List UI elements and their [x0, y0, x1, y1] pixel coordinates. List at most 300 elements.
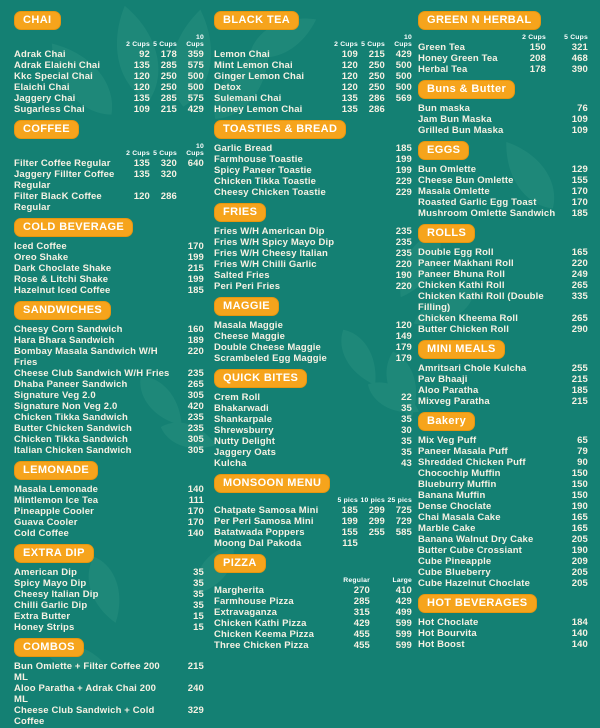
menu-item-price: 305: [187, 390, 204, 401]
menu-item-name: Chicken Tikka Sandwich: [14, 434, 128, 445]
menu-item-price: 575: [187, 93, 204, 104]
menu-item-name: Salted Fries: [214, 270, 270, 281]
section-badge-row: [214, 7, 412, 34]
menu-item-row: [214, 270, 412, 281]
menu-item-price: 320: [160, 169, 177, 180]
menu-item-name: Herbal Tea: [418, 64, 468, 75]
price-column-header: 10 Cups: [394, 34, 412, 48]
menu-item-row: [14, 423, 204, 434]
menu-column-1: [14, 7, 204, 728]
section-badge-row: [418, 7, 588, 34]
menu-item-name: Rose & Litchi Shake: [14, 274, 109, 285]
section-badge: BLACK TEA: [214, 11, 299, 30]
menu-item-name: Signature Non Veg 2.0: [14, 401, 118, 412]
menu-item-price: 429: [353, 618, 370, 629]
menu-item-name: Italian Chicken Sandwich: [14, 445, 132, 456]
menu-item-row: [418, 556, 588, 567]
menu-item-price: 135: [133, 93, 150, 104]
menu-item-row: [14, 495, 204, 506]
menu-item-price: 115: [342, 538, 358, 549]
section-badge: EXTRA DIP: [14, 544, 94, 563]
price-column-header: 25 pics: [387, 497, 412, 504]
section-badge-row: [418, 590, 588, 617]
menu-item-price: 250: [368, 82, 385, 93]
menu-item-name: Paneer Masala Puff: [418, 446, 508, 457]
menu-item-row: [418, 103, 588, 114]
menu-item-price: 455: [353, 629, 370, 640]
menu-item-row: [14, 252, 204, 263]
menu-item-row: [14, 528, 204, 539]
price-column-header: 10 Cups: [186, 143, 204, 157]
menu-section: [14, 457, 204, 539]
menu-item-price: 500: [395, 82, 412, 93]
price-column-header: 10 Cups: [186, 34, 204, 48]
menu-item-name: Double Cheese Maggie: [214, 342, 321, 353]
menu-item-name: Iced Coffee: [14, 241, 67, 252]
menu-item-price: 215: [368, 49, 385, 60]
menu-item-name: Fries W/H Spicy Mayo Dip: [214, 237, 335, 248]
menu-item-name: Butter Cube Crossiant: [418, 545, 522, 556]
price-column-header: 2 Cups: [522, 34, 546, 41]
menu-item-row: [214, 71, 412, 82]
menu-item-row: [14, 158, 204, 169]
menu-item-price: 190: [395, 270, 412, 281]
menu-item-name: Fries W/H Chilli Garlic: [214, 259, 317, 270]
menu-section: [14, 297, 204, 456]
menu-item-price: 30: [401, 425, 412, 436]
section-badge-row: [418, 137, 588, 164]
menu-item-price: 265: [571, 280, 588, 291]
menu-item-name: Paneer Makhani Roll: [418, 258, 514, 269]
menu-item-name: Grilled Bun Maska: [418, 125, 504, 136]
price-column-header: 10 pics: [360, 497, 385, 504]
menu-item-name: Bun Omlette + Filter Coffee 200 ML: [14, 661, 160, 683]
menu-item-price: 229: [395, 176, 412, 187]
menu-item-row: [14, 191, 204, 213]
menu-item-price: 220: [571, 258, 588, 269]
menu-item-price: 155: [341, 527, 358, 538]
menu-item-name: Elaichi Chai: [14, 82, 70, 93]
menu-item-price: 235: [187, 423, 204, 434]
menu-item-row: [418, 617, 588, 628]
menu-item-price: 109: [133, 104, 150, 115]
menu-item-name: Jaggery Oats: [214, 447, 276, 458]
menu-item-name: Shrewsburry: [214, 425, 274, 436]
menu-item-price: 155: [571, 175, 588, 186]
menu-item-row: [14, 611, 204, 622]
price-header-row: [214, 34, 412, 49]
menu-item-row: [14, 324, 204, 335]
section-badge: GREEN N HERBAL: [418, 11, 541, 30]
menu-item-row: [418, 175, 588, 186]
menu-item-name: Dense Choclate: [418, 501, 492, 512]
price-header-row: [418, 34, 588, 42]
price-column-header: 2 Cups: [126, 41, 150, 48]
section-badge: LEMONADE: [14, 461, 98, 480]
menu-item-name: Jaggery Fillter Coffee Regular: [14, 169, 115, 191]
section-badge: EGGS: [418, 141, 469, 160]
menu-item-price: 235: [395, 226, 412, 237]
menu-item-name: Amritsari Chole Kulcha: [418, 363, 527, 374]
section-badge-row: [14, 540, 204, 567]
menu-item-name: Hot Choclate: [418, 617, 479, 628]
menu-item-name: Honey Lemon Chai: [214, 104, 303, 115]
menu-item-name: Fries W/H Cheesy Italian: [214, 248, 328, 259]
menu-item-name: Hot Bourvita: [418, 628, 477, 639]
menu-item-price: 190: [571, 545, 588, 556]
menu-item-price: 500: [395, 71, 412, 82]
menu-item-price: 178: [529, 64, 546, 75]
menu-item-name: Filter Coffee Regular: [14, 158, 111, 169]
menu-item-name: Butter Chicken Sandwich: [14, 423, 132, 434]
section-badge: TOASTIES & BREAD: [214, 120, 346, 139]
menu-item-name: Chicken Kheema Roll: [418, 313, 518, 324]
menu-item-row: [214, 527, 412, 538]
menu-item-price: 500: [187, 82, 204, 93]
section-badge-row: [214, 550, 412, 577]
menu-item-row: [418, 396, 588, 407]
menu-item-price: 140: [187, 528, 204, 539]
menu-item-row: [214, 49, 412, 60]
section-badge: MINI MEALS: [418, 340, 505, 359]
menu-item-price: 35: [193, 600, 204, 611]
menu-item-price: 249: [571, 269, 588, 280]
menu-item-row: [14, 683, 204, 705]
menu-item-name: Chicken Keema Pizza: [214, 629, 315, 640]
menu-item-row: [14, 263, 204, 274]
menu-item-row: [214, 618, 412, 629]
menu-item-price: 215: [160, 104, 177, 115]
menu-item-row: [214, 353, 412, 364]
menu-item-price: 129: [571, 164, 588, 175]
menu-item-name: Oreo Shake: [14, 252, 69, 263]
menu-item-row: [418, 363, 588, 374]
menu-item-price: 35: [401, 403, 412, 414]
menu-item-price: 79: [577, 446, 588, 457]
menu-item-name: Chilli Garlic Dip: [14, 600, 88, 611]
menu-item-row: [418, 269, 588, 280]
menu-item-price: 179: [395, 353, 412, 364]
menu-item-price: 170: [187, 506, 204, 517]
menu-item-name: Chicken Kathi Roll (Double Filling): [418, 291, 544, 313]
menu-item-price: 208: [529, 53, 546, 64]
menu-item-price: 250: [160, 82, 177, 93]
menu-item-name: Dark Choclate Shake: [14, 263, 112, 274]
menu-item-price: 140: [571, 639, 588, 650]
menu-item-price: 185: [571, 385, 588, 396]
menu-item-name: American Dip: [14, 567, 78, 578]
menu-item-price: 569: [395, 93, 412, 104]
menu-item-price: 410: [395, 585, 412, 596]
menu-item-price: 65: [577, 435, 588, 446]
menu-item-row: [214, 342, 412, 353]
menu-item-price: 109: [571, 114, 588, 125]
menu-item-name: Mix Veg Puff: [418, 435, 477, 446]
menu-item-name: Banana Walnut Dry Cake: [418, 534, 534, 545]
price-column-header: 5 pics: [337, 497, 358, 504]
menu-item-price: 265: [571, 313, 588, 324]
menu-item-price: 199: [187, 252, 204, 263]
menu-item-price: 500: [395, 60, 412, 71]
menu-item-row: [14, 104, 204, 115]
menu-item-price: 599: [395, 629, 412, 640]
menu-item-row: [214, 436, 412, 447]
section-badge-row: [14, 7, 204, 34]
menu-item-price: 285: [160, 93, 177, 104]
menu-item-price: 265: [187, 379, 204, 390]
menu-item-row: [14, 661, 204, 683]
menu-item-name: Peri Peri Fries: [214, 281, 281, 292]
menu-item-price: 150: [571, 479, 588, 490]
menu-item-row: [14, 60, 204, 71]
menu-item-name: Detox: [214, 82, 242, 93]
section-badge-row: [418, 336, 588, 363]
menu-item-row: [14, 622, 204, 633]
menu-item-name: Bun maska: [418, 103, 471, 114]
menu-item-row: [14, 567, 204, 578]
menu-item-price: 185: [341, 505, 358, 516]
menu-item-price: 170: [187, 241, 204, 252]
menu-item-name: Blueburry Muffin: [418, 479, 497, 490]
menu-item-price: 15: [193, 611, 204, 622]
menu-item-price: 499: [395, 607, 412, 618]
menu-item-name: Masala Lemonade: [14, 484, 99, 495]
menu-item-name: Lemon Chai: [214, 49, 270, 60]
menu-item-price: 135: [341, 93, 358, 104]
menu-section: [214, 199, 412, 292]
menu-item-name: Spicy Paneer Toastie: [214, 165, 312, 176]
menu-item-name: Sulemani Chai: [214, 93, 282, 104]
menu-item-name: Chatpate Samosa Mini: [214, 505, 319, 516]
menu-item-name: Cheesy Chicken Toastie: [214, 187, 326, 198]
menu-item-name: Hot Boost: [418, 639, 465, 650]
menu-item-price: 215: [187, 263, 204, 274]
menu-item-price: 205: [571, 534, 588, 545]
menu-item-row: [214, 82, 412, 93]
menu-item-row: [214, 596, 412, 607]
menu-item-row: [214, 414, 412, 425]
section-badge: ROLLS: [418, 224, 475, 243]
section-badge-row: [418, 220, 588, 247]
menu-item-name: Chicken Kathi Pizza: [214, 618, 307, 629]
menu-item-name: Paneer Bhuna Roll: [418, 269, 506, 280]
menu-item-row: [214, 447, 412, 458]
menu-item-price: 199: [187, 274, 204, 285]
menu-item-price: 179: [395, 342, 412, 353]
menu-item-row: [14, 71, 204, 82]
menu-item-price: 429: [395, 596, 412, 607]
menu-item-row: [14, 169, 204, 191]
menu-item-name: Double Egg Roll: [418, 247, 494, 258]
menu-item-price: 135: [133, 158, 150, 169]
menu-item-name: Spicy Mayo Dip: [14, 578, 87, 589]
menu-item-row: [418, 164, 588, 175]
menu-item-row: [418, 501, 588, 512]
menu-item-price: 150: [571, 490, 588, 501]
menu-item-price: 165: [571, 523, 588, 534]
menu-item-price: 585: [395, 527, 412, 538]
menu-item-price: 599: [395, 640, 412, 651]
menu-item-row: [418, 567, 588, 578]
menu-item-name: Chai Masala Cake: [418, 512, 501, 523]
menu-item-name: Extra Butter: [14, 611, 71, 622]
menu-item-row: [214, 226, 412, 237]
menu-item-name: Fries W/H American Dip: [214, 226, 325, 237]
menu-item-row: [418, 578, 588, 589]
menu-item-row: [418, 53, 588, 64]
menu-item-row: [418, 324, 588, 335]
menu-item-row: [214, 93, 412, 104]
menu-item-name: Hara Bhara Sandwich: [14, 335, 115, 346]
menu-item-name: Jaggery Chai: [14, 93, 76, 104]
menu-item-name: Bun Omlette: [418, 164, 477, 175]
menu-section: [214, 550, 412, 651]
menu-item-name: Cube Pineapple: [418, 556, 492, 567]
section-badge: MAGGIE: [214, 297, 279, 316]
menu-item-row: [214, 281, 412, 292]
menu-item-name: Crem Roll: [214, 392, 261, 403]
menu-item-price: 321: [571, 42, 588, 53]
menu-item-price: 35: [193, 567, 204, 578]
menu-item-name: Cold Coffee: [14, 528, 69, 539]
menu-item-name: Shredded Chicken Puff: [418, 457, 526, 468]
menu-item-name: Banana Muffin: [418, 490, 486, 501]
menu-item-price: 185: [187, 285, 204, 296]
menu-item-price: 120: [341, 60, 358, 71]
menu-section: [418, 137, 588, 219]
menu-item-name: Pav Bhaaji: [418, 374, 468, 385]
menu-item-row: [14, 379, 204, 390]
price-column-header: 5 Cups: [153, 41, 177, 48]
section-badge-row: [214, 116, 412, 143]
menu-item-price: 725: [395, 505, 412, 516]
menu-item-price: 135: [133, 169, 150, 180]
menu-item-row: [14, 335, 204, 346]
menu-item-row: [214, 165, 412, 176]
menu-item-row: [418, 545, 588, 556]
menu-item-price: 220: [187, 346, 204, 357]
menu-item-row: [418, 42, 588, 53]
menu-section: [14, 540, 204, 633]
menu-section: [418, 590, 588, 650]
menu-item-row: [418, 639, 588, 650]
section-badge-row: [14, 457, 204, 484]
menu-item-row: [14, 484, 204, 495]
menu-item-name: Per Peri Samosa Mini: [214, 516, 314, 527]
menu-section: [214, 293, 412, 364]
price-column-header: Regular: [343, 577, 370, 584]
menu-item-price: 286: [368, 104, 385, 115]
section-badge: COLD BEVERAGE: [14, 218, 133, 237]
menu-section: [418, 408, 588, 589]
menu-item-name: Adrak Chai: [14, 49, 66, 60]
menu-item-name: Moong Dal Pakoda: [214, 538, 302, 549]
menu-item-row: [418, 64, 588, 75]
menu-item-row: [214, 104, 412, 115]
menu-item-price: 185: [395, 143, 412, 154]
section-badge: COFFEE: [14, 120, 79, 139]
menu-item-name: Mixveg Paratha: [418, 396, 490, 407]
menu-item-name: Farmhouse Pizza: [214, 596, 294, 607]
section-badge-row: [214, 470, 412, 497]
menu-item-price: 255: [368, 527, 385, 538]
menu-section: [14, 116, 204, 213]
menu-item-price: 185: [571, 208, 588, 219]
price-header-row: [14, 143, 204, 158]
menu-item-name: Nutty Delight: [214, 436, 276, 447]
menu-item-name: Cheesy Corn Sandwich: [14, 324, 123, 335]
menu-item-row: [418, 457, 588, 468]
menu-item-name: Butter Chicken Roll: [418, 324, 509, 335]
menu-item-price: 250: [368, 71, 385, 82]
menu-item-row: [14, 49, 204, 60]
menu-item-row: [14, 241, 204, 252]
menu-item-row: [214, 640, 412, 651]
menu-item-row: [418, 468, 588, 479]
menu-item-price: 170: [571, 186, 588, 197]
menu-item-price: 286: [368, 93, 385, 104]
menu-item-name: Shankarpale: [214, 414, 273, 425]
section-badge-row: [14, 297, 204, 324]
menu-item-price: 35: [193, 589, 204, 600]
menu-item-price: 170: [187, 517, 204, 528]
menu-item-price: 229: [395, 187, 412, 198]
menu-item-price: 178: [160, 49, 177, 60]
menu-item-price: 255: [571, 363, 588, 374]
menu-item-row: [418, 258, 588, 269]
menu-item-price: 468: [571, 53, 588, 64]
menu-item-price: 285: [160, 60, 177, 71]
menu-item-row: [14, 346, 204, 368]
menu-item-row: [14, 517, 204, 528]
menu-item-name: Guava Cooler: [14, 517, 78, 528]
menu-item-name: Hazelnut Iced Coffee: [14, 285, 111, 296]
menu-item-name: Adrak Elaichi Chai: [14, 60, 101, 71]
menu-item-row: [418, 523, 588, 534]
menu-item-price: 199: [395, 165, 412, 176]
menu-item-name: Mushroom Omlette Sandwich: [418, 208, 556, 219]
menu-item-price: 429: [187, 104, 204, 115]
menu-item-row: [214, 425, 412, 436]
menu-item-name: Dhaba Paneer Sandwich: [14, 379, 128, 390]
menu-item-price: 120: [341, 82, 358, 93]
menu-item-price: 76: [577, 103, 588, 114]
menu-item-price: 235: [187, 368, 204, 379]
menu-item-price: 199: [395, 154, 412, 165]
menu-item-name: Scrambeled Egg Maggie: [214, 353, 327, 364]
section-badge-row: [418, 408, 588, 435]
menu-section: [14, 634, 204, 727]
menu-item-name: Extravaganza: [214, 607, 278, 618]
menu-item-row: [14, 506, 204, 517]
section-badge-row: [214, 293, 412, 320]
menu-item-row: [14, 93, 204, 104]
menu-item-row: [214, 458, 412, 469]
menu-item-price: 215: [187, 661, 204, 672]
section-badge: PIZZA: [214, 554, 266, 573]
menu-item-price: 305: [187, 445, 204, 456]
menu-item-row: [214, 505, 412, 516]
menu-item-row: [418, 628, 588, 639]
menu-item-price: 215: [571, 396, 588, 407]
menu-item-row: [214, 392, 412, 403]
menu-item-row: [214, 143, 412, 154]
menu-item-row: [418, 374, 588, 385]
menu-item-price: 120: [341, 71, 358, 82]
menu-item-name: Sugarless Chai: [14, 104, 85, 115]
menu-item-price: 160: [187, 324, 204, 335]
menu-item-price: 305: [187, 434, 204, 445]
